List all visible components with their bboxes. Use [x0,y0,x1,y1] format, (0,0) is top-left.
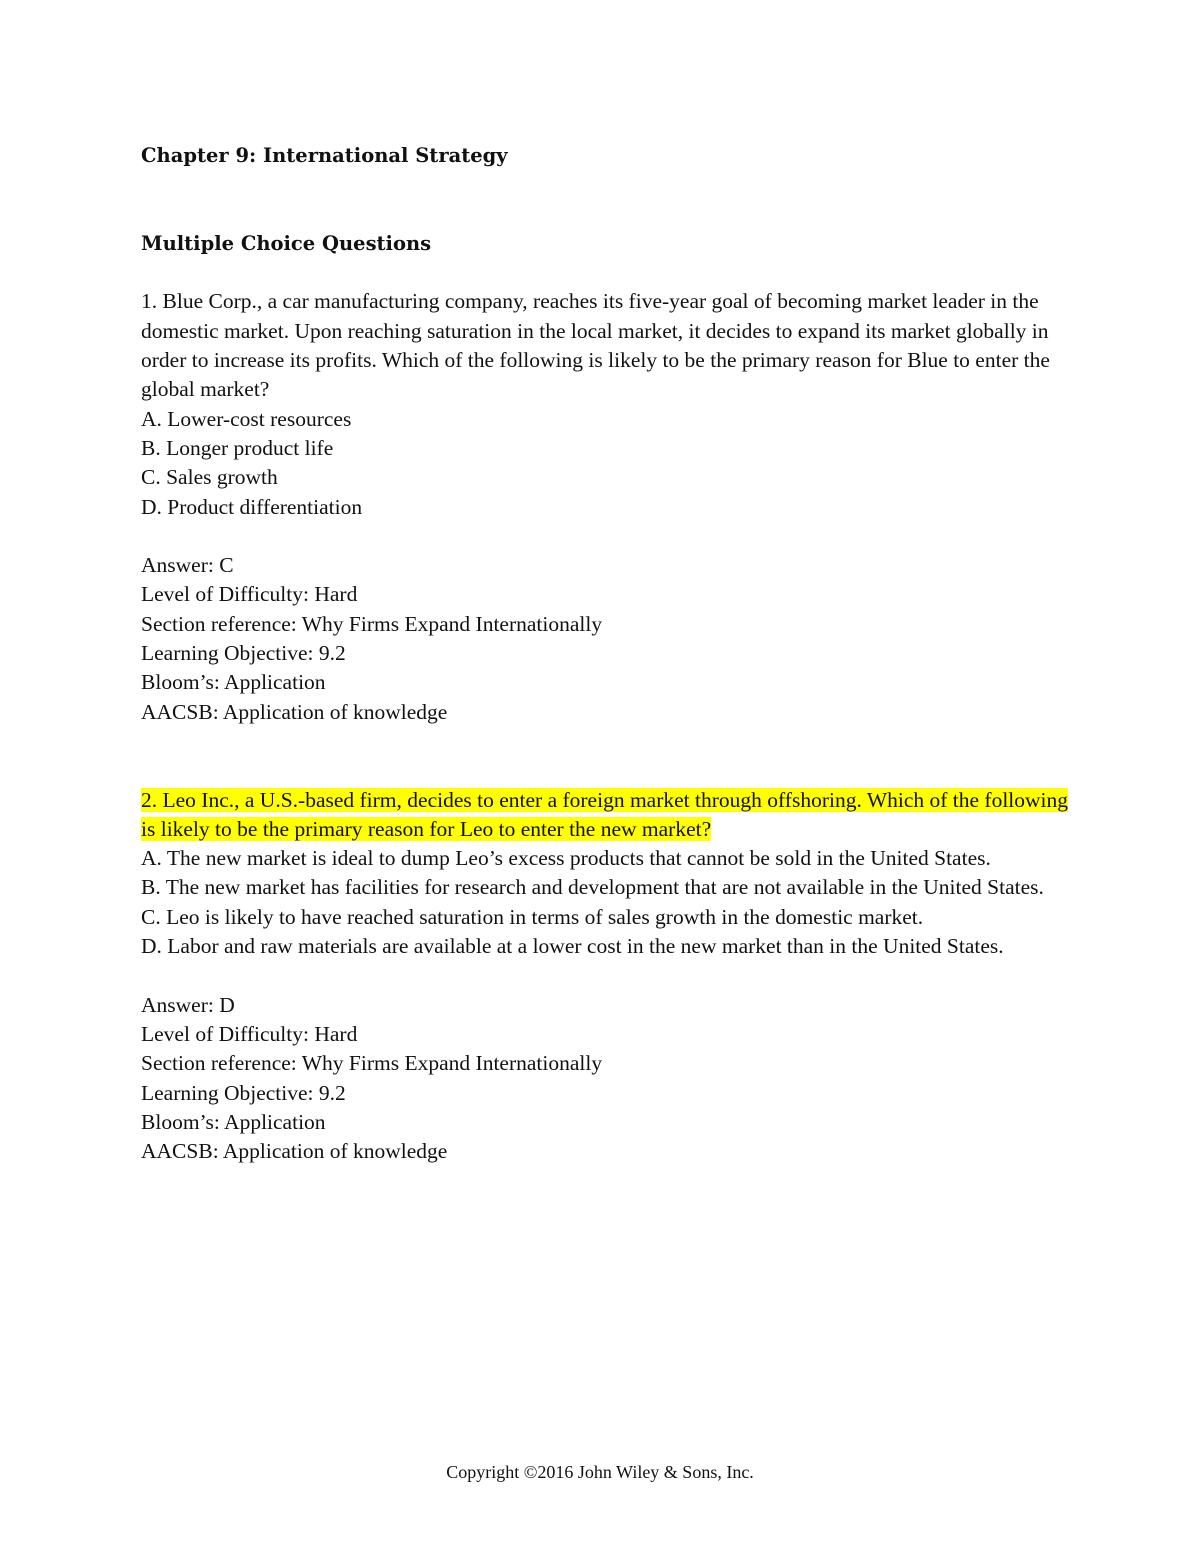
question-metadata [141,551,1071,727]
difficulty-level: Level of Difficulty: Hard [141,582,358,607]
blooms-level: Bloom’s: Application [141,670,326,695]
answer-option-b: B. Longer product life [141,435,334,460]
answer-option-c: C. Sales growth [141,465,278,490]
answer-option-c: C. Leo is likely to have reached saturation in terms of sales growth in the domestic market. [141,904,924,929]
answer-key: Answer: D [141,992,235,1017]
question-stem [141,786,1071,845]
aacsb-standard: AACSB: Application of knowledge [141,1139,448,1164]
difficulty-level: Level of Difficulty: Hard [141,1021,358,1046]
page-footer-copyright: Copyright ©2016 John Wiley & Sons, Inc. [446,1462,754,1482]
answer-option-a: A. Lower-cost resources [141,406,352,431]
learning-objective: Learning Objective: 9.2 [141,1080,346,1105]
answer-option-d: D. Labor and raw materials are available at a lower cost in the new market than in the United States. [141,934,1004,959]
answer-key: Answer: C [141,553,234,578]
section-title: Multiple Choice Questions [141,231,432,255]
section-reference: Section reference: Why Firms Expand Internationally [141,1051,603,1076]
question-2 [141,786,1071,1167]
highlighted-question-text: 2. Leo Inc., a U.S.-based firm, decides to enter a foreign market through offshoring. Which of the following is likely to be the primary reason for Leo to enter the new market? [141,787,1069,841]
question-stem: 1. Blue Corp., a car manufacturing company, reaches its five-year goal of becoming market leader in the domestic market. Upon reaching saturation in the local market, it decides to expand its market globally in order to increase its profits. Which of the following is likely to be the primary reason for Blue to enter the global market? [141,289,1050,402]
answer-option-b: B. The new market has facilities for research and development that are not available in the United States. [141,875,1044,900]
question-metadata [141,991,1071,1167]
question-1 [141,287,1071,726]
answer-option-d: D. Product differentiation [141,494,363,519]
blooms-level: Bloom’s: Application [141,1109,326,1134]
document-page [141,141,1071,1166]
aacsb-standard: AACSB: Application of knowledge [141,699,448,724]
section-reference: Section reference: Why Firms Expand Internationally [141,611,603,636]
learning-objective: Learning Objective: 9.2 [141,641,346,666]
answer-option-a: A. The new market is ideal to dump Leo’s excess products that cannot be sold in the United States. [141,846,991,871]
chapter-title: Chapter 9: International Strategy [141,144,508,167]
